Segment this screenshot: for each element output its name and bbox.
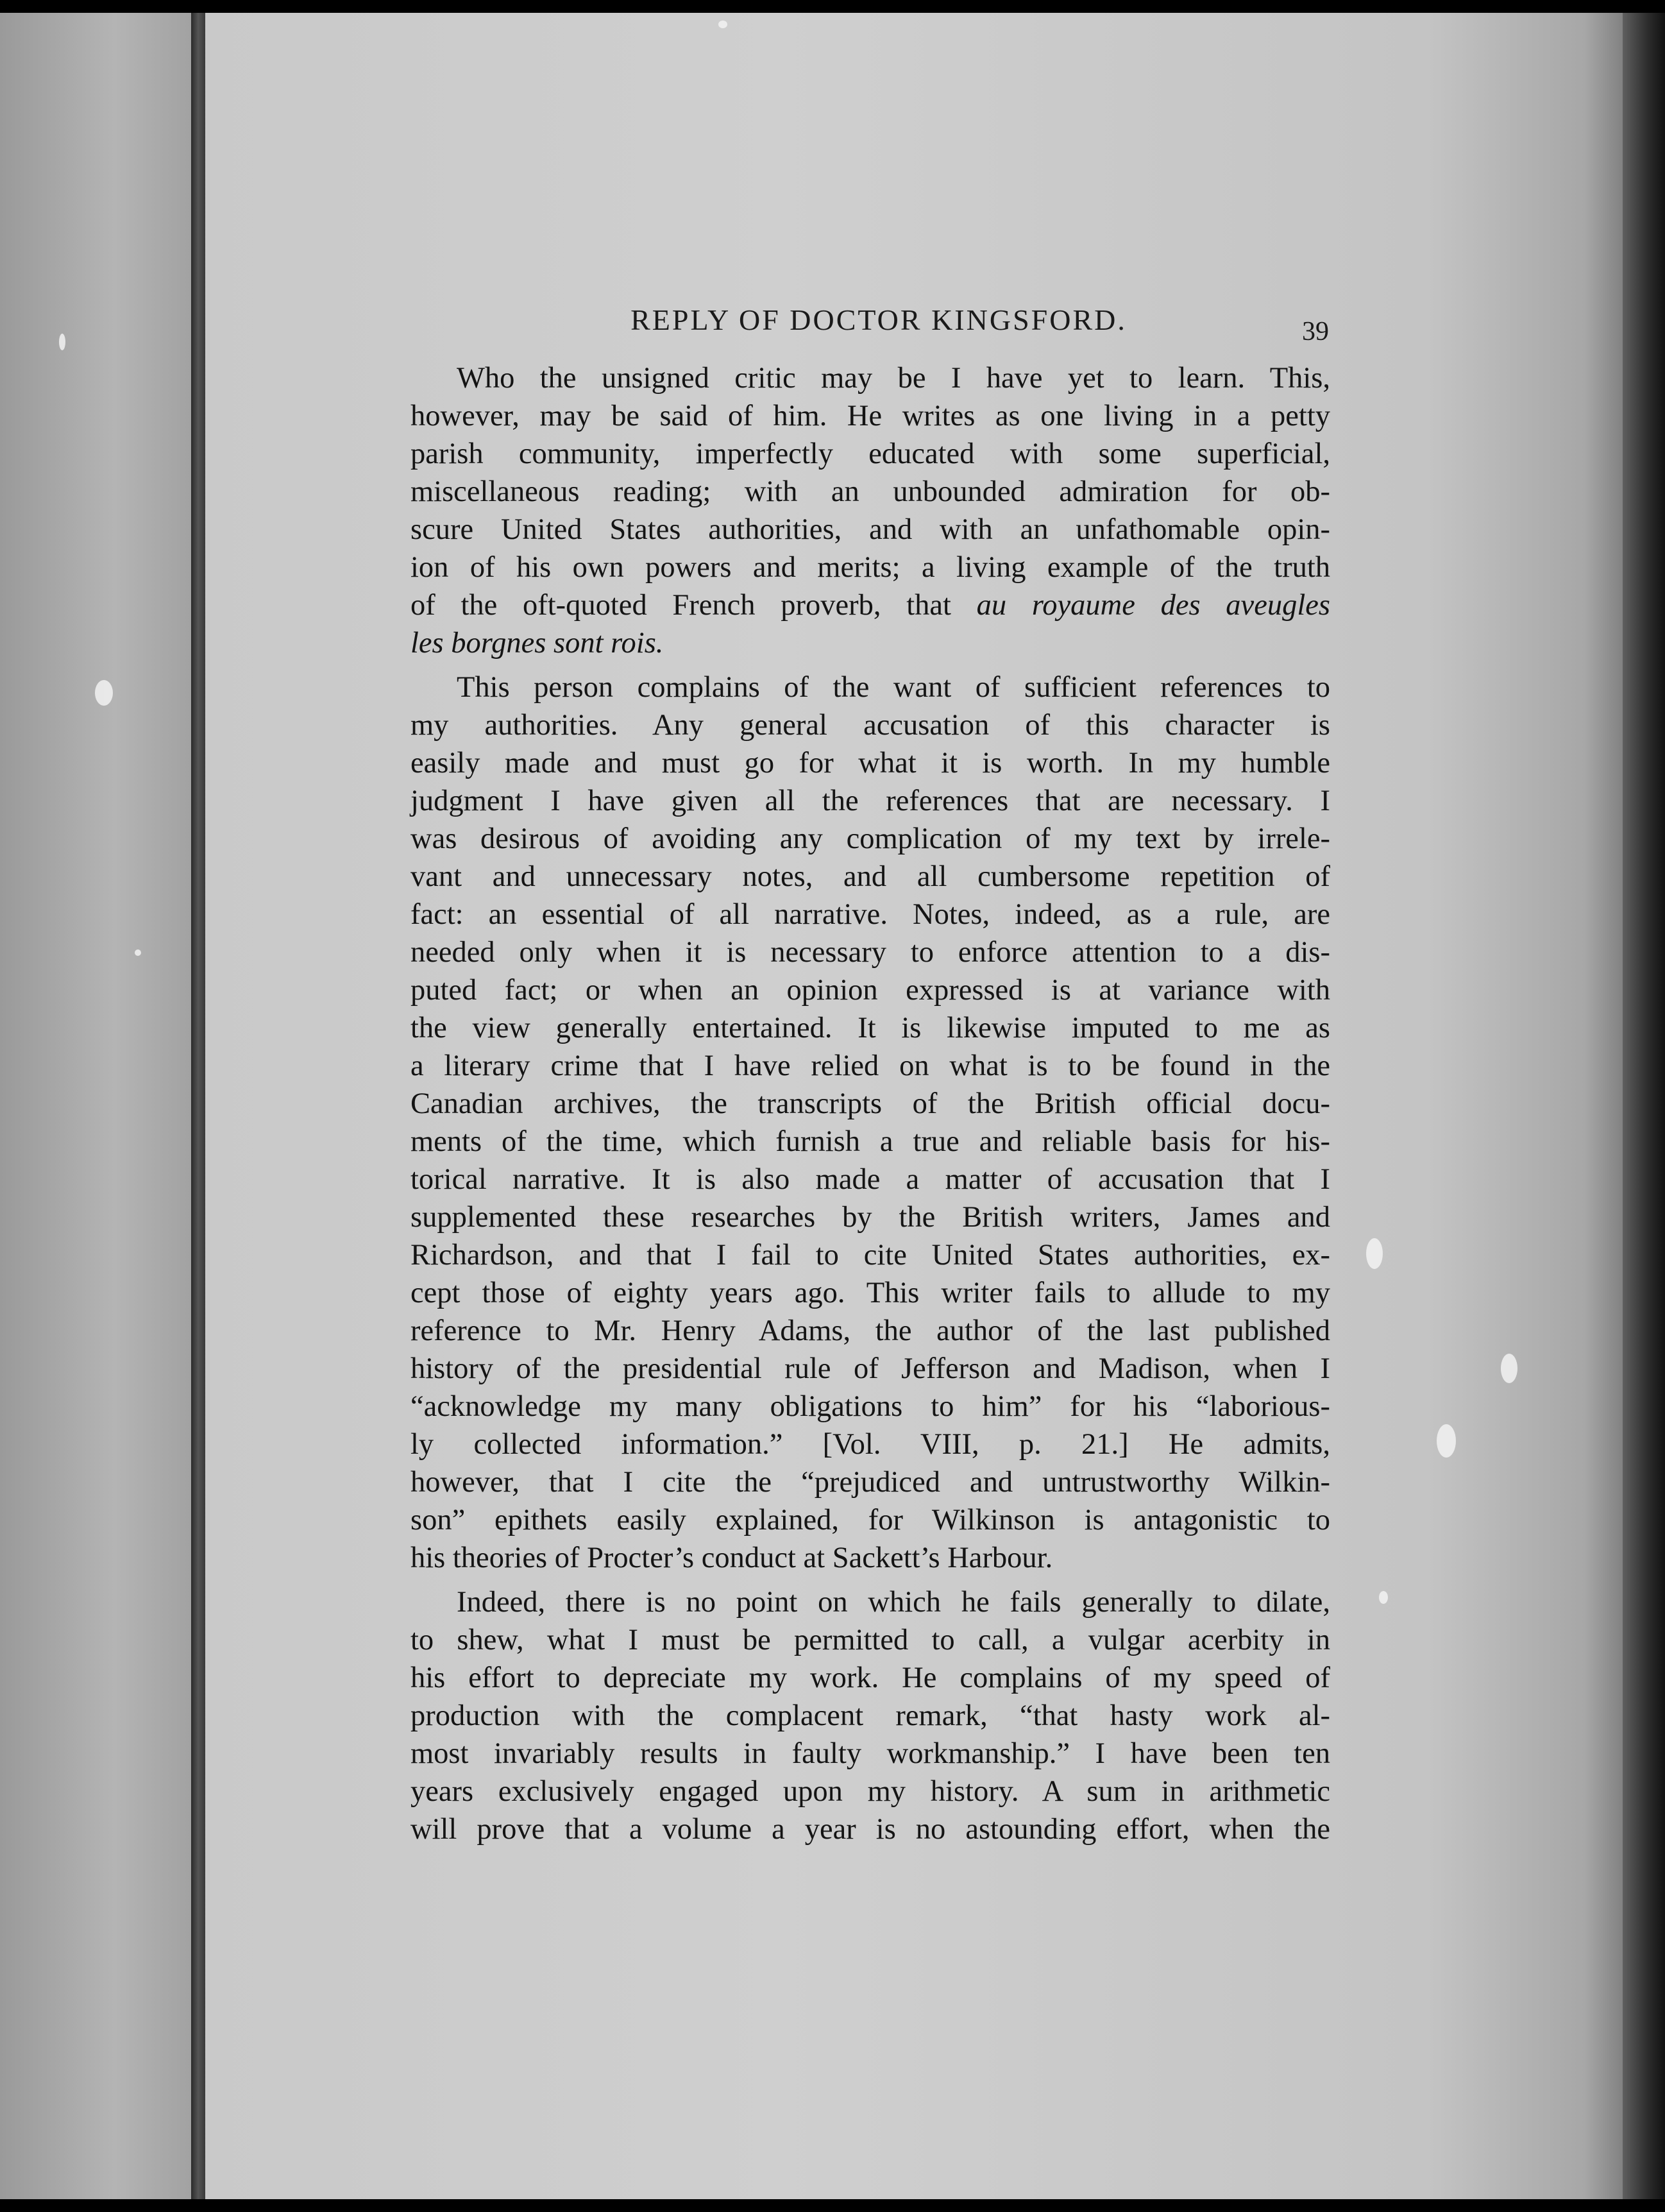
text-line: This person complains of the want of sufficient references to xyxy=(457,671,1330,704)
text-line: scure United States authorities, and with an unfathomable opin- xyxy=(410,513,1330,546)
body-text xyxy=(410,359,1330,1848)
text-line: however, may be said of him. He writes as one living in a petty xyxy=(410,400,1330,432)
italic-phrase: au royaume des aveugles xyxy=(976,589,1330,622)
text-line: his theories of Procter’s conduct at Sackett’s Harbour. xyxy=(410,1542,1053,1574)
dust-speck xyxy=(95,680,113,706)
dust-speck xyxy=(1379,1591,1388,1604)
book-gutter xyxy=(191,13,205,2199)
text-line: years exclusively engaged upon my history. A sum in arithmetic xyxy=(410,1775,1330,1808)
text-line: “acknowledge my many obligations to him” for his “laborious- xyxy=(410,1390,1330,1423)
text-line: Canadian archives, the transcripts of the British official docu- xyxy=(410,1087,1330,1120)
text-line: ly collected information.” [Vol. VIII, p. 21.] He admits, xyxy=(410,1428,1330,1461)
dust-speck xyxy=(1366,1238,1383,1269)
text-line: torical narrative. It is also made a matter of accusation that I xyxy=(410,1163,1330,1196)
dust-speck xyxy=(135,949,141,956)
paragraph xyxy=(410,668,1330,1577)
text-line: parish community, imperfectly educated with some superficial, xyxy=(410,438,1330,470)
text-line: easily made and must go for what it is worth. In my humble xyxy=(410,747,1330,779)
text-line: however, that I cite the “prejudiced and untrustworthy Wilkin- xyxy=(410,1466,1330,1499)
italic-phrase: les borgnes sont rois. xyxy=(410,627,664,659)
text-line: cept those of eighty years ago. This writer fails to allude to my xyxy=(410,1277,1330,1309)
text-line: miscellaneous reading; with an unbounded admiration for ob- xyxy=(410,475,1330,508)
text-line: the view generally entertained. It is likewise imputed to me as xyxy=(410,1012,1330,1044)
paragraph xyxy=(410,1583,1330,1848)
text-line: Indeed, there is no point on which he fails generally to dilate, xyxy=(457,1586,1330,1619)
text-line: a literary crime that I have relied on what is to be found in the xyxy=(410,1050,1330,1082)
text-line: history of the presidential rule of Jefferson and Madison, when I xyxy=(410,1352,1330,1385)
text-line: ion of his own powers and merits; a living example of the truth xyxy=(410,551,1330,584)
text-line: puted fact; or when an opinion expressed is at variance with xyxy=(410,974,1330,1007)
paragraph xyxy=(410,359,1330,662)
dust-speck xyxy=(1437,1424,1456,1458)
text-line: will prove that a volume a year is no astounding effort, when the xyxy=(410,1813,1330,1846)
dust-speck xyxy=(59,334,65,350)
text-line: son” epithets easily explained, for Wilkinson is antagonistic to xyxy=(410,1504,1330,1536)
page-right-shadow xyxy=(1623,13,1665,2199)
text-line: my authorities. Any general accusation of this character is xyxy=(410,709,1330,742)
facing-page-edge xyxy=(0,13,191,2199)
text-line: most invariably results in faulty workmanship.” I have been ten xyxy=(410,1737,1330,1770)
text-line: fact: an essential of all narrative. Notes, indeed, as a rule, are xyxy=(410,898,1330,931)
dust-speck xyxy=(1501,1354,1517,1383)
text-line: judgment I have given all the references that are necessary. I xyxy=(410,785,1330,817)
text-line: needed only when it is necessary to enforce attention to a dis- xyxy=(410,936,1330,969)
text-line: Who the unsigned critic may be I have yet to learn. This, xyxy=(457,362,1330,395)
text-line: to shew, what I must be permitted to call, a vulgar acerbity in xyxy=(410,1624,1330,1656)
text-line xyxy=(410,586,1330,624)
text-line: production with the complacent remark, “that hasty work al- xyxy=(410,1699,1330,1732)
text-line: supplemented these researches by the British writers, James and xyxy=(410,1201,1330,1234)
running-head: REPLY OF DOCTOR KINGSFORD. xyxy=(630,303,1127,336)
text-run: of the oft-quoted French proverb, that xyxy=(410,589,977,622)
text-line: vant and unnecessary notes, and all cumbersome repetition of xyxy=(410,860,1330,893)
text-line: reference to Mr. Henry Adams, the author of the last published xyxy=(410,1314,1330,1347)
text-line: ments of the time, which furnish a true and reliable basis for his- xyxy=(410,1125,1330,1158)
text-line xyxy=(410,624,1330,662)
text-line: Richardson, and that I fail to cite United States authorities, ex- xyxy=(410,1239,1330,1272)
dust-speck xyxy=(718,21,727,28)
text-line: his effort to depreciate my work. He complains of my speed of xyxy=(410,1662,1330,1694)
page-number: 39 xyxy=(1302,317,1329,346)
text-line: was desirous of avoiding any complication of my text by irrele- xyxy=(410,822,1330,855)
